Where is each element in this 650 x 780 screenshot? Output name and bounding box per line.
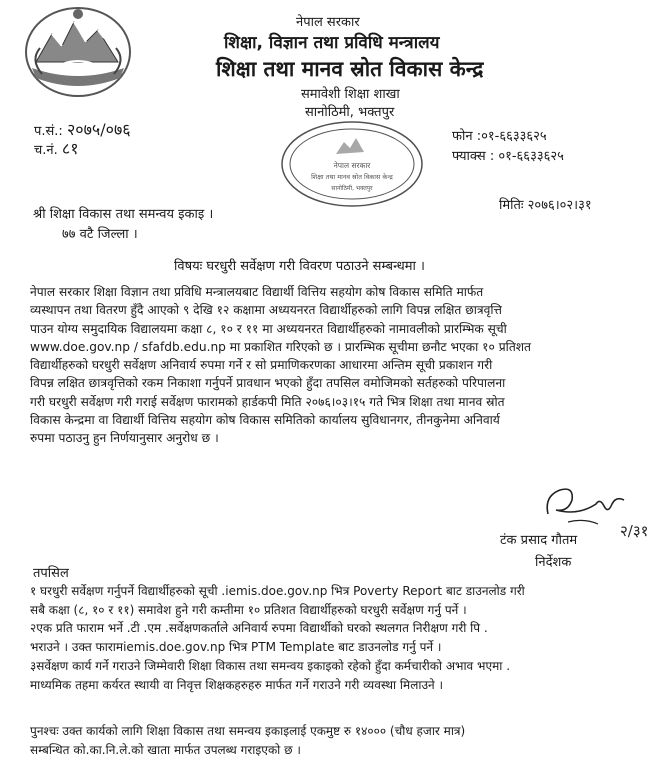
- government-name: नेपाल सरकार: [296, 15, 360, 30]
- annex-line: १ घरधुरी सर्वेक्षण गर्नुपर्ने विद्यार्थीहरुको सूची .iemis.doe.gov.np भित्र Poverty Report बाट डाउनलोड गरी: [30, 584, 525, 598]
- body-line: पाउन योग्य समुदायिक विद्यालयमा कक्षा ८, १० र ११ मा अध्ययनरत विद्यार्थीहरुको नामावलीको प्रारम्भिक सूची: [30, 321, 507, 336]
- recipient-line-2: ७७ वटै जिल्ला ।: [62, 227, 138, 242]
- phone-number: फोन :०१-६६३३६२५: [452, 129, 547, 144]
- annex-line: ३सर्वेक्षण कार्य गर्ने गराउने जिम्मेवारी शिक्षा विकास तथा समन्वय इकाइको रहेको हुँदा कर्मचारीको अभाव भएमा .: [30, 658, 511, 673]
- letter-date: मितिः २०७६।०२।३१: [499, 198, 592, 213]
- stamp-line-1: नेपाल सरकार: [333, 161, 371, 170]
- body-line: नेपाल सरकार शिक्षा विज्ञान तथा प्रविधि मन्त्रालयबाट विद्यार्थी वित्तिय सहयोग कोष विकास समिति मार्फत: [30, 285, 484, 299]
- dispatch-value: ८१: [61, 139, 79, 158]
- annex-line: सबै कक्षा (८, १० र ११) समावेश हुने गरी कम्तीमा १० प्रतिशत विद्यार्थीहरुको घरधुरी सर्वेक्षण गर्नु पर्ने ।: [30, 602, 467, 617]
- body-line: विद्यार्थीहरुको घरधुरी सर्वेक्षण अनिवार्य रुपमा गर्ने र सो प्रमाणिकरणका आधारमा अन्तिम सूची प्रकाशन गरी: [30, 358, 493, 373]
- annex-heading: तपसिल: [33, 566, 69, 581]
- recipient-line-1: श्री शिक्षा विकास तथा समन्वय इकाइ ।: [33, 207, 214, 222]
- signatory-name: टंक प्रसाद गौतम: [500, 533, 578, 548]
- postscript: [30, 722, 630, 760]
- annex-list: [30, 582, 630, 694]
- ministry-name: शिक्षा, विज्ञान तथा प्रविधि मन्त्रालय: [224, 33, 440, 53]
- reference-value: २०७५/०७६: [66, 120, 131, 139]
- body-line: व्यस्थापन तथा वितरण हुँदै आएको ९ देखि १२ कक्षामा अध्ययनरत विद्यार्थीहरुको लागि विपन्न लक्षित छात्रवृत्ति: [30, 303, 502, 318]
- centre-name: शिक्षा तथा मानव स्रोत विकास केन्द्र: [216, 57, 484, 81]
- body-line: रुपमा पठाउनु हुन निर्णयानुसार अनुरोध छ ।: [30, 431, 219, 446]
- dispatch-label: च.नं.: [34, 143, 58, 158]
- postscript-line: पुनश्चः उक्त कार्यको लागि शिक्षा विकास तथा समन्वय इकाइलाई एकमुष्ट रु १४००० (चौध हजार मात्र): [30, 724, 466, 738]
- nepal-emblem-logo: [22, 4, 134, 100]
- office-stamp: [278, 118, 426, 210]
- annex-line: भराउने । उक्त फारामiemis.doe.gov.np भित्र PTM Template बाट डाउनलोड गर्नु पर्ने ।: [30, 640, 442, 655]
- postscript-line: सम्बन्धित को.का.नि.ले.को खाता मार्फत उपलब्ध गराइएको छ ।: [30, 743, 301, 757]
- dispatch-number: [34, 137, 79, 159]
- signature-date: २/३१: [620, 522, 649, 540]
- annex-line: २एक प्रति फाराम भर्ने .टी .एम .सर्वेक्षणकर्ताले अनिवार्य रुपमा विद्यार्थीको घरको स्थलगत निरीक्षण गरी पि .: [30, 621, 488, 636]
- body-line: www.doe.gov.np / sfafdb.edu.np मा प्रकाशित गरिएको छ । प्रारम्भिक सूचीमा छनौट भएका १० प्रतिशत: [30, 339, 532, 354]
- body-line: गरी घरधुरी सर्वेक्षण गरी गराई सर्वेक्षण फारामको हार्डकपी मिति २०७६।०३।१५ गते भित्र शिक्षा तथा मानव स्रोत: [30, 394, 505, 409]
- stamp-line-3: सानोठिमी, भक्तपुर: [331, 185, 373, 192]
- body-line: विपन्न लक्षित छात्रवृत्तिको रकम निकाशा गर्नुपर्ने प्रावधान भएको हुँदा तपसिल वमोजिमको सर्तहरुको परिपालना: [30, 376, 506, 391]
- annex-line: माध्यमिक तहमा कर्यरत स्थायी वा निवृत्त शिक्षकहरुहरु मार्फत गर्ने गराउने गरी व्यवस्था मिलाउने ।: [30, 677, 444, 692]
- letter-body: [30, 283, 618, 448]
- stamp-line-2: शिक्षा तथा मानव स्रोत विकास केन्द्र: [311, 173, 393, 181]
- fax-number: फ्याक्स : ०१-६६३३६२५: [452, 149, 564, 164]
- body-line: विकास केन्द्रमा वा विद्यार्थी वित्तिय सहयोग कोष विकास समितिको कार्यालय सुविधानगर, तीनकुनेमा अनिवार्य: [30, 413, 500, 428]
- branch-name: समावेशी शिक्षा शाखा: [301, 87, 400, 102]
- letter-subject: विषयः घरधुरी सर्वेक्षण गरी विवरण पठाउने सम्बन्धमा ।: [174, 259, 425, 274]
- reference-label: प.सं.:: [34, 124, 63, 139]
- signatory-title: निर्देशक: [535, 555, 572, 570]
- office-location: सानोठिमी, भक्तपुर: [305, 105, 395, 120]
